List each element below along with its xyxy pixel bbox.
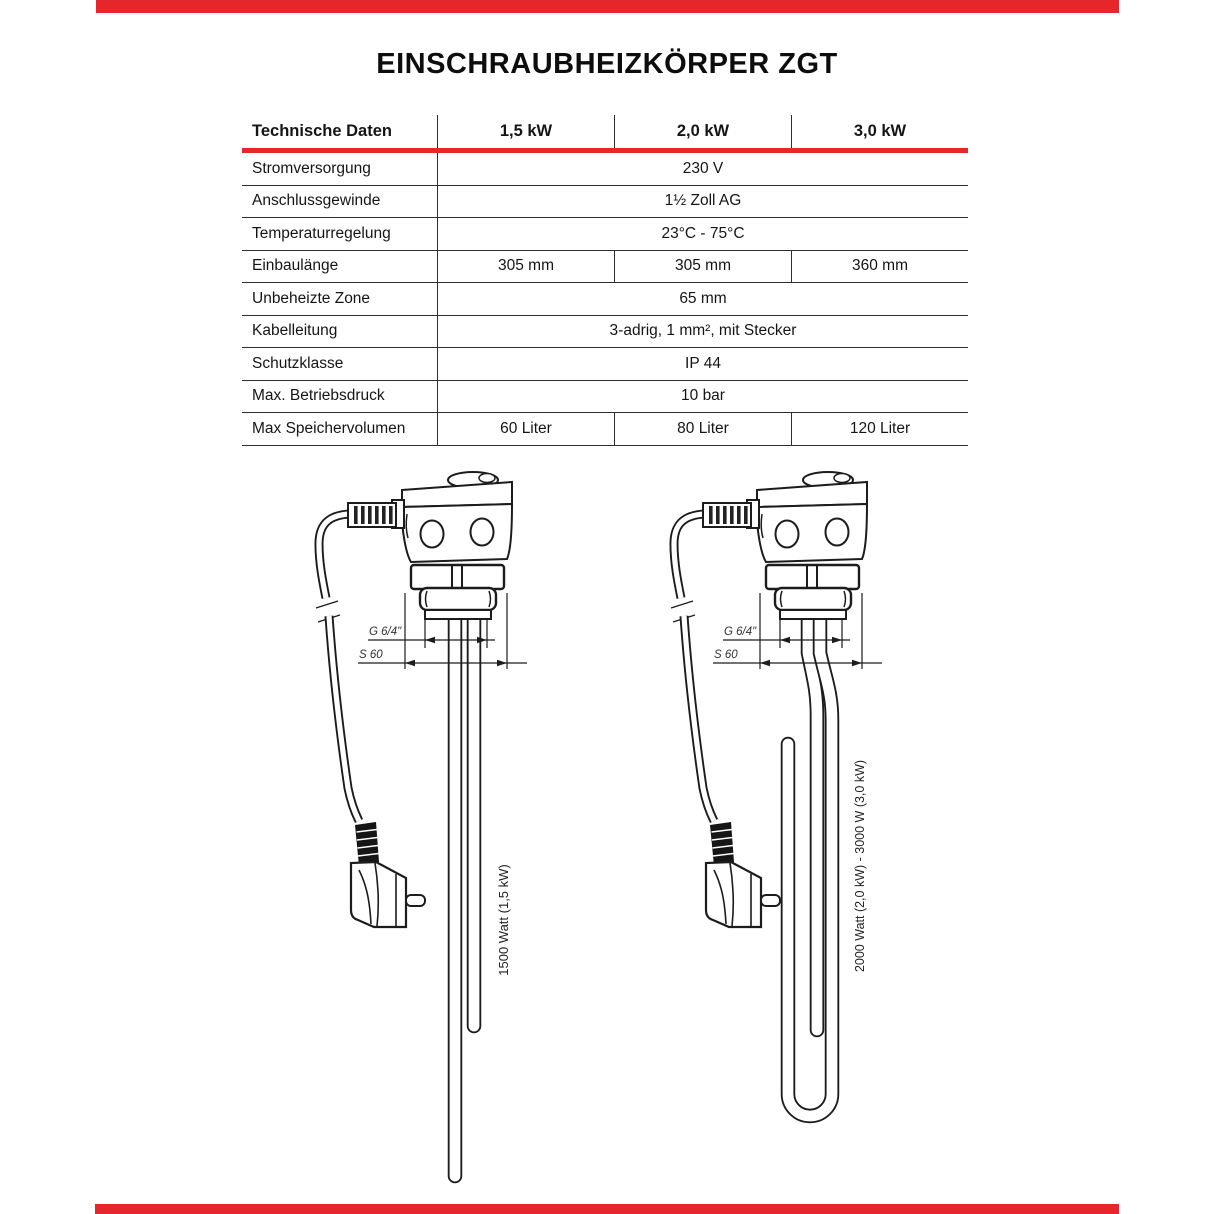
table-row-einbaulaenge xyxy=(242,251,968,284)
row-value: 305 mm xyxy=(437,251,614,283)
drawing-heater-u-bend xyxy=(671,472,882,1116)
row-value: 1½ Zoll AG xyxy=(437,186,968,218)
thread-dimension-label: G 6/4" xyxy=(369,626,402,638)
header-2-0kw: 2,0 kW xyxy=(614,115,791,148)
table-row-anschlussgewinde xyxy=(242,186,968,219)
thread-dimension-label: G 6/4" xyxy=(724,626,757,638)
wrench-dimension-label: S 60 xyxy=(359,649,383,661)
wrench-dimension-label: S 60 xyxy=(714,649,738,661)
table-row-max-speichervolumen xyxy=(242,413,968,446)
table-row-schutzklasse xyxy=(242,348,968,381)
table-header-row xyxy=(242,115,968,148)
row-value: 305 mm xyxy=(614,251,791,283)
table-row-temperaturregelung xyxy=(242,218,968,251)
row-label: Temperaturregelung xyxy=(252,224,391,242)
row-value: 120 Liter xyxy=(791,413,968,445)
row-label: Schutzklasse xyxy=(252,354,344,372)
drawing-heater-straight xyxy=(316,472,527,1176)
row-label: Stromversorgung xyxy=(252,159,371,177)
bottom-red-bar xyxy=(95,1204,1119,1214)
row-label: Max Speichervolumen xyxy=(252,419,406,437)
row-label: Unbeheizte Zone xyxy=(252,289,371,307)
row-value: 3-adrig, 1 mm², mit Stecker xyxy=(437,316,968,348)
power-rating-label: 1500 Watt (1,5 kW) xyxy=(496,864,511,976)
table-row-kabelleitung xyxy=(242,316,968,349)
row-label: Anschlussgewinde xyxy=(252,192,381,210)
page-title: EINSCHRAUBHEIZKÖRPER ZGT xyxy=(376,48,838,80)
row-label: Einbaulänge xyxy=(252,257,339,275)
power-rating-label: 2000 Watt (2,0 kW) - 3000 W (3,0 kW) xyxy=(853,759,867,973)
top-red-bar xyxy=(96,0,1119,13)
technical-drawings xyxy=(280,458,980,1188)
header-1-5kw: 1,5 kW xyxy=(437,115,614,148)
table-row-max-betriebsdruck xyxy=(242,381,968,414)
header-3-0kw: 3,0 kW xyxy=(791,115,968,148)
row-value: 360 mm xyxy=(791,251,968,283)
row-value: 65 mm xyxy=(437,283,968,315)
row-label: Kabelleitung xyxy=(252,322,338,340)
table-row-unbeheizte-zone xyxy=(242,283,968,316)
row-value: 23°C - 75°C xyxy=(437,218,968,250)
row-value: 10 bar xyxy=(437,381,968,413)
row-value: 60 Liter xyxy=(437,413,614,445)
header-technische-daten: Technische Daten xyxy=(252,122,392,140)
table-row-stromversorgung xyxy=(242,153,968,186)
row-label: Max. Betriebsdruck xyxy=(252,387,385,405)
row-value: 80 Liter xyxy=(614,413,791,445)
technical-data-table xyxy=(242,115,968,446)
row-value: IP 44 xyxy=(437,348,968,380)
row-value: 230 V xyxy=(437,153,968,185)
